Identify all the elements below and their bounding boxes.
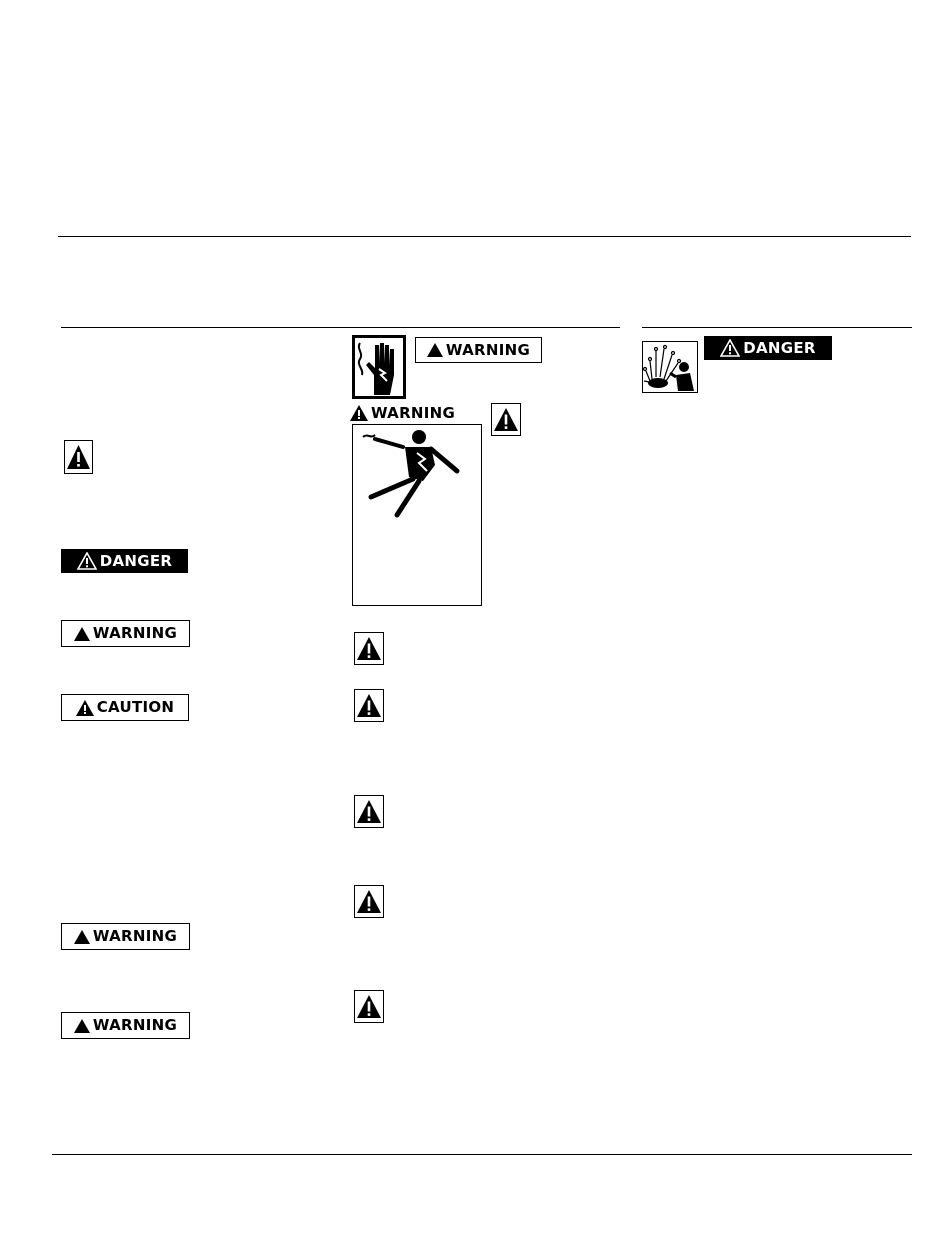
danger-label — [61, 549, 188, 573]
danger-label-text: DANGER — [743, 338, 816, 357]
warning-label — [61, 620, 190, 647]
safety-alert-triangle-icon — [77, 552, 97, 570]
warning-triangle-icon — [74, 1019, 90, 1033]
footer-rule — [52, 1154, 912, 1155]
column-3-rule — [642, 327, 912, 328]
warning-label — [350, 402, 482, 424]
safety-alert-triangle-icon — [76, 700, 94, 716]
caution-label-text: CAUTION — [96, 698, 175, 716]
caution-label — [61, 694, 189, 721]
column-1-rule — [61, 327, 620, 328]
warning-label-text: WARNING — [371, 403, 456, 422]
electrocution-hazard-panel — [352, 424, 482, 606]
explosion-hazard-icon — [642, 341, 698, 393]
warning-label-text: WARNING — [92, 927, 178, 945]
warning-label-text: WARNING — [92, 624, 178, 642]
warning-label-text: WARNING — [445, 340, 531, 359]
warning-triangle-icon — [74, 930, 90, 944]
header-rule — [58, 236, 911, 237]
warning-triangle-icon — [74, 627, 90, 641]
safety-alert-triangle-icon — [354, 795, 384, 828]
warning-triangle-icon — [427, 343, 443, 357]
safety-alert-triangle-icon — [350, 405, 368, 421]
safety-alert-triangle-icon — [354, 632, 384, 665]
safety-alert-triangle-icon — [720, 339, 740, 357]
safety-alert-triangle-icon — [354, 885, 384, 918]
safety-alert-triangle-icon — [64, 440, 93, 474]
warning-label — [415, 337, 542, 363]
safety-alert-triangle-icon — [491, 403, 521, 436]
safety-alert-triangle-icon — [354, 990, 384, 1023]
danger-label-text: DANGER — [99, 551, 173, 570]
warning-label — [61, 1012, 190, 1039]
warning-label-text: WARNING — [92, 1016, 178, 1034]
warning-label — [61, 923, 190, 950]
electric-shock-hand-icon — [352, 335, 406, 399]
electrocution-person-icon — [353, 425, 481, 535]
safety-alert-triangle-icon — [354, 689, 384, 722]
danger-label — [704, 336, 832, 360]
